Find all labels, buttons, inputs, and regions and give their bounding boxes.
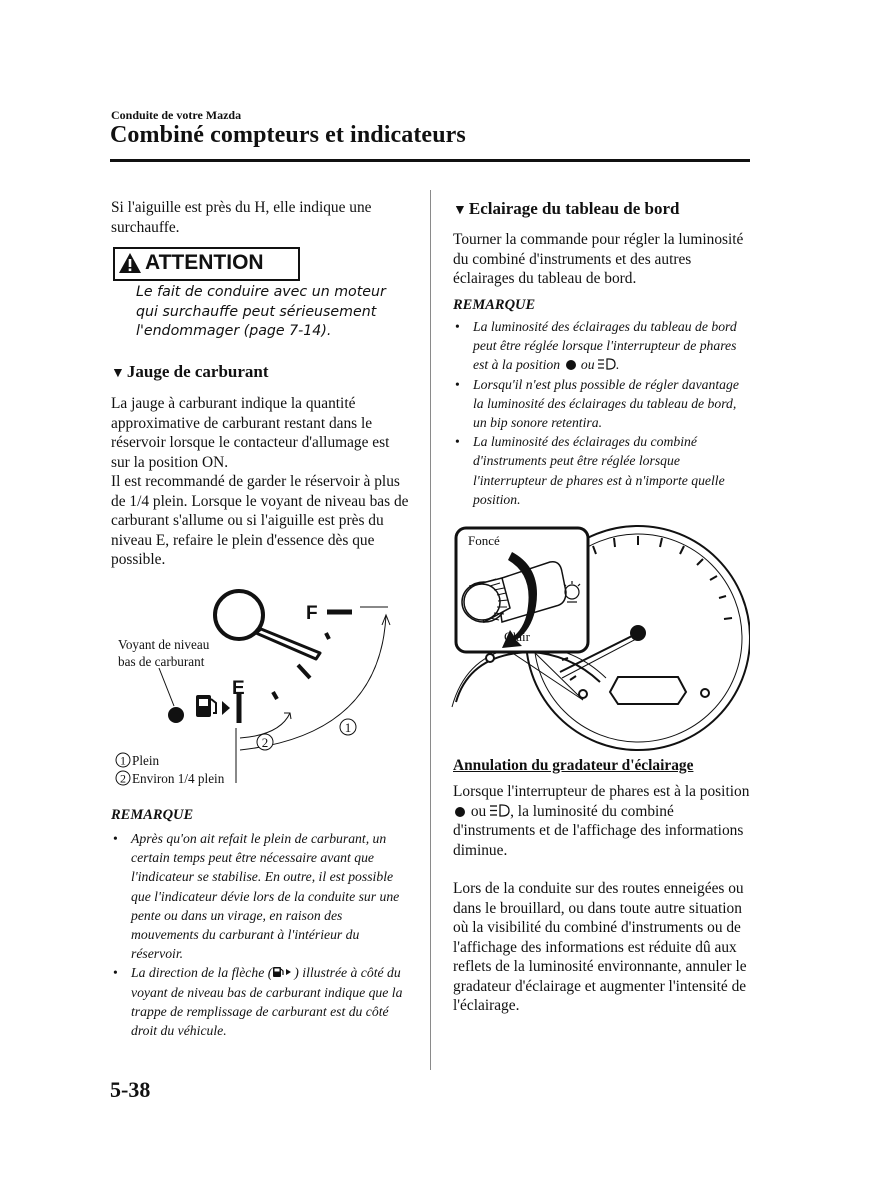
dimmer-cancel-text-2: Lors de la conduite sur des routes enneigées ou dans le brouillard, ou dans toute autre situation où la visibilité du combiné d'instruments ou de l'affichage des informations est réduite dû aux reflets de la luminosité environnante, annuler le gradateur d'éclairage et augmenter l'intensité de l'éclairage. [453,880,747,1014]
dimmer-cancel-text-a: Lorsque l'interrupteur de phares est à la position [453,783,750,800]
fuel-gauge-figure [110,585,420,790]
fuel-gauge-heading [111,361,411,385]
remarque-item-text-c: . [616,357,620,373]
remarque-heading-right: REMARQUE [453,297,536,313]
legend-2-text: Environ 1/4 plein [132,771,225,786]
panel-lighting-heading [453,198,753,222]
parking-light-position-icon [566,360,576,370]
dimmer-cancel-heading: Annulation du gradateur d'éclairage [453,757,694,774]
fuel-paragraph-2: Il est recommandé de garder le réservoir à plus de 1/4 plein. Lorsque le voyant de niveau bas de carburant s'allume ou si l'aiguille est près du niveau E, refaire le plein d'essence dès que possible. [111,473,409,568]
remarque-item [453,432,751,509]
remarque-item-text-b: ou [580,357,595,373]
remarque-item [453,317,751,375]
gauge-tick [326,633,329,639]
page-number: 5-38 [110,1077,151,1102]
callout-line [159,668,174,706]
legend-1-text: Plein [132,753,160,768]
light-label: Clair [504,629,530,644]
title-rule [110,159,750,162]
intro-text: Si l'aiguille est près du H, elle indique une surchauffe. [111,199,372,236]
headlight-icon [490,804,510,817]
remarque-item-text: La luminosité des éclairages du combiné d'instruments peut être réglée lorsque l'interrupteur de phares est à n'importe quelle position. [473,434,725,507]
remarque-item-text: Après qu'on ait refait le plein de carburant, un certain temps peut être nécessaire avant que l'indicateur se stabilise. En outre, il est possible que l'indicateur dévie lors de la conduite sur une pente ou dans un virage, en raison des mouvements du carburant à l'intérieur du réservoir. [131,831,400,962]
remarque-item [453,375,751,433]
parking-light-position-icon [455,807,465,817]
dark-label: Foncé [468,533,500,548]
fuel-door-arrow-icon [222,701,230,715]
fuel-paragraph-1: La jauge à carburant indique la quantité approximative de carburant restant dans le réservoir lorsque le contacteur d'allumage est sur la position ON. [111,395,390,471]
remarque-list-left [111,829,406,1040]
indicator-light [701,689,709,697]
triangle-bullet-icon: ▼ [111,366,125,381]
intro-paragraph [111,198,411,237]
legend-2-number: 2 [120,771,126,786]
attention-label: ATTENTION [145,251,264,274]
panel-lighting-heading-text: Eclairage du tableau de bord [468,199,680,218]
panel-lighting-description [453,230,748,289]
legend-1-number: 1 [120,753,126,768]
callout-leader [508,650,583,700]
info-display [610,677,686,704]
column-divider [430,190,431,1070]
gauge-tick [273,692,277,699]
fuel-gauge-description [111,394,411,570]
speedometer-hub [630,625,646,641]
attention-text: Le fait de conduire avec un moteur qui surchauffe peut sérieusement l'endommager (page 7-14). [136,284,386,339]
dimmer-cancel-text-c: , la luminosité du combiné d'instruments et de l'affichage des informations diminue. [453,802,744,859]
full-letter: F [306,603,318,624]
headlight-icon [598,358,616,370]
empty-letter: E [232,678,245,699]
remarque-item-text: Lorsqu'il n'est plus possible de régler davantage la luminosité des éclairages du tableau de bord, un bip sonore retentira. [473,376,739,431]
fuel-gauge-heading-text: Jauge de carburant [126,362,269,381]
dimmer-figure [450,522,750,762]
remarque-item-text-b: ) illustrée à côté du voyant de niveau bas de carburant indique que la trappe de remplissage de carburant est du côté droit du véhicule. [131,965,403,1039]
dimmer-cancel-paragraph-2 [453,879,753,1016]
remarque-item-text-a: La direction de la flèche ( [131,965,273,981]
triangle-bullet-icon: ▼ [453,203,467,218]
low-fuel-warning-light [168,707,184,723]
dimmer-cancel-paragraph-1 [453,782,753,860]
fuel-pump-icon [196,695,216,717]
gauge-needle [256,629,320,659]
remarque-item [111,963,406,1040]
section-label: Conduite de votre Mazda [111,108,242,122]
remarque-list-right [453,317,751,509]
indicator-light [486,654,494,662]
panel-lighting-paragraph: Tourner la commande pour régler la luminosité du combiné d'instruments et des autres éclairages du tableau de bord. [453,231,744,287]
callout-label-line2: bas de carburant [118,654,205,669]
marker-2: 2 [261,735,269,750]
gauge-tick [298,665,310,678]
dimmer-cancel-text-b: ou [470,802,487,820]
page-title: Combiné compteurs et indicateurs [110,122,466,148]
remarque-heading-left: REMARQUE [111,807,194,823]
marker-1: 1 [344,720,352,735]
callout-label-line1: Voyant de niveau [118,637,210,652]
remarque-item [111,829,406,963]
fuel-arrow-inline-icon [272,966,294,978]
warning-triangle-icon [118,252,142,274]
remarque-item-text-a: La luminosité des éclairages du tableau de bord peut être réglée lorsque l'interrupteur de phares est à la position [473,319,737,373]
